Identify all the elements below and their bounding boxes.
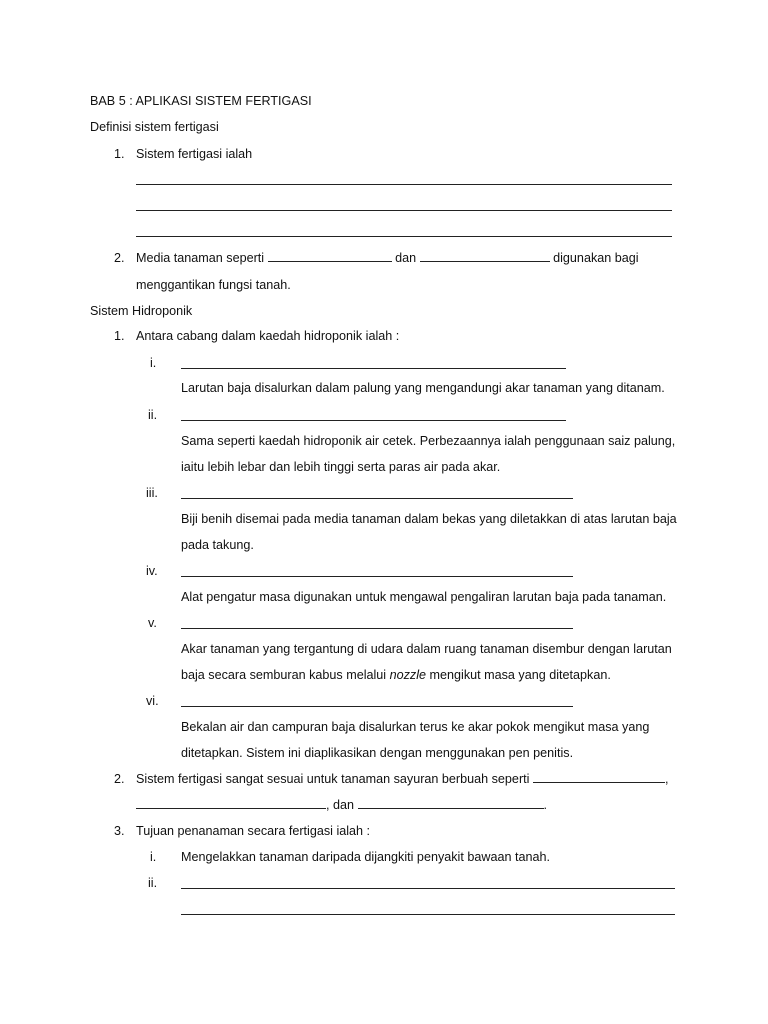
item-number: i.: [150, 356, 157, 370]
fill-blank[interactable]: [268, 250, 392, 262]
question-text: Sistem fertigasi ialah: [136, 147, 253, 161]
answer-line[interactable]: [181, 888, 675, 889]
answer-line[interactable]: [181, 368, 566, 369]
item-number: iv.: [146, 564, 158, 578]
item-description: [181, 667, 611, 683]
question-text: Antara cabang dalam kaedah hidroponik ialah :: [136, 329, 400, 343]
item-description: Larutan baja disalurkan dalam palung yang mengandungi akar tanaman yang ditanam.: [181, 381, 665, 395]
answer-line[interactable]: [136, 210, 672, 211]
answer-line[interactable]: [181, 914, 675, 915]
section-heading-hydroponic: Sistem Hidroponik: [90, 304, 193, 318]
fill-blank[interactable]: [358, 797, 544, 809]
item-description: Bekalan air dan campuran baja disalurkan terus ke akar pokok mengikut masa yang: [181, 720, 650, 734]
item-description: Sama seperti kaedah hidroponik air cetek. Perbezaannya ialah penggunaan saiz palung,: [181, 434, 676, 448]
section-heading-definition: Definisi sistem fertigasi: [90, 120, 219, 134]
punctuation: , dan: [326, 798, 355, 812]
item-description: Alat pengatur masa digunakan untuk mengawal pengaliran larutan baja pada tanaman.: [181, 590, 667, 604]
item-description: ditetapkan. Sistem ini diaplikasikan dengan menggunakan pen penitis.: [181, 746, 574, 760]
item-description: Mengelakkan tanaman daripada dijangkiti penyakit bawaan tanah.: [181, 850, 550, 864]
item-description: Akar tanaman yang tergantung di udara dalam ruang tanaman disembur dengan larutan: [181, 642, 672, 656]
question-text: Tujuan penanaman secara fertigasi ialah :: [136, 824, 371, 838]
question-text-part: Sistem fertigasi sangat sesuai untuk tanaman sayuran berbuah seperti: [136, 772, 530, 786]
question-text: [136, 771, 668, 787]
question-number: 2.: [114, 251, 125, 265]
fill-blank[interactable]: [420, 250, 550, 262]
answer-line[interactable]: [181, 420, 566, 421]
item-description-italic: nozzle: [389, 668, 427, 682]
question-number: 1.: [114, 147, 125, 161]
question-text-continued: [136, 797, 547, 813]
question-number: 1.: [114, 329, 125, 343]
question-number: 3.: [114, 824, 125, 838]
punctuation: .: [543, 798, 548, 812]
question-text-part: Media tanaman seperti: [136, 251, 265, 265]
item-number: vi.: [146, 694, 159, 708]
question-text-continued: menggantikan fungsi tanah.: [136, 278, 291, 292]
item-description-part: baja secara semburan kabus melalui: [181, 668, 387, 682]
answer-line[interactable]: [136, 236, 672, 237]
item-number: ii.: [148, 876, 158, 890]
fill-blank[interactable]: [136, 797, 326, 809]
item-description: Biji benih disemai pada media tanaman dalam bekas yang diletakkan di atas larutan baja: [181, 512, 677, 526]
answer-line[interactable]: [136, 184, 672, 185]
answer-line[interactable]: [181, 498, 573, 499]
fill-blank[interactable]: [533, 771, 665, 783]
item-description-part: mengikut masa yang ditetapkan.: [429, 668, 611, 682]
item-number: iii.: [146, 486, 158, 500]
item-number: v.: [148, 616, 157, 630]
item-description: iaitu lebih lebar dan lebih tinggi serta paras air pada akar.: [181, 460, 501, 474]
punctuation: ,: [664, 772, 669, 786]
answer-line[interactable]: [181, 628, 573, 629]
page-title: BAB 5 : APLIKASI SISTEM FERTIGASI: [90, 94, 312, 108]
item-number: i.: [150, 850, 157, 864]
answer-line[interactable]: [181, 706, 573, 707]
question-text-part: digunakan bagi: [553, 251, 639, 265]
question-text: [136, 250, 639, 266]
question-text-part: dan: [395, 251, 417, 265]
item-description: pada takung.: [181, 538, 254, 552]
item-number: ii.: [148, 408, 158, 422]
question-number: 2.: [114, 772, 125, 786]
answer-line[interactable]: [181, 576, 573, 577]
